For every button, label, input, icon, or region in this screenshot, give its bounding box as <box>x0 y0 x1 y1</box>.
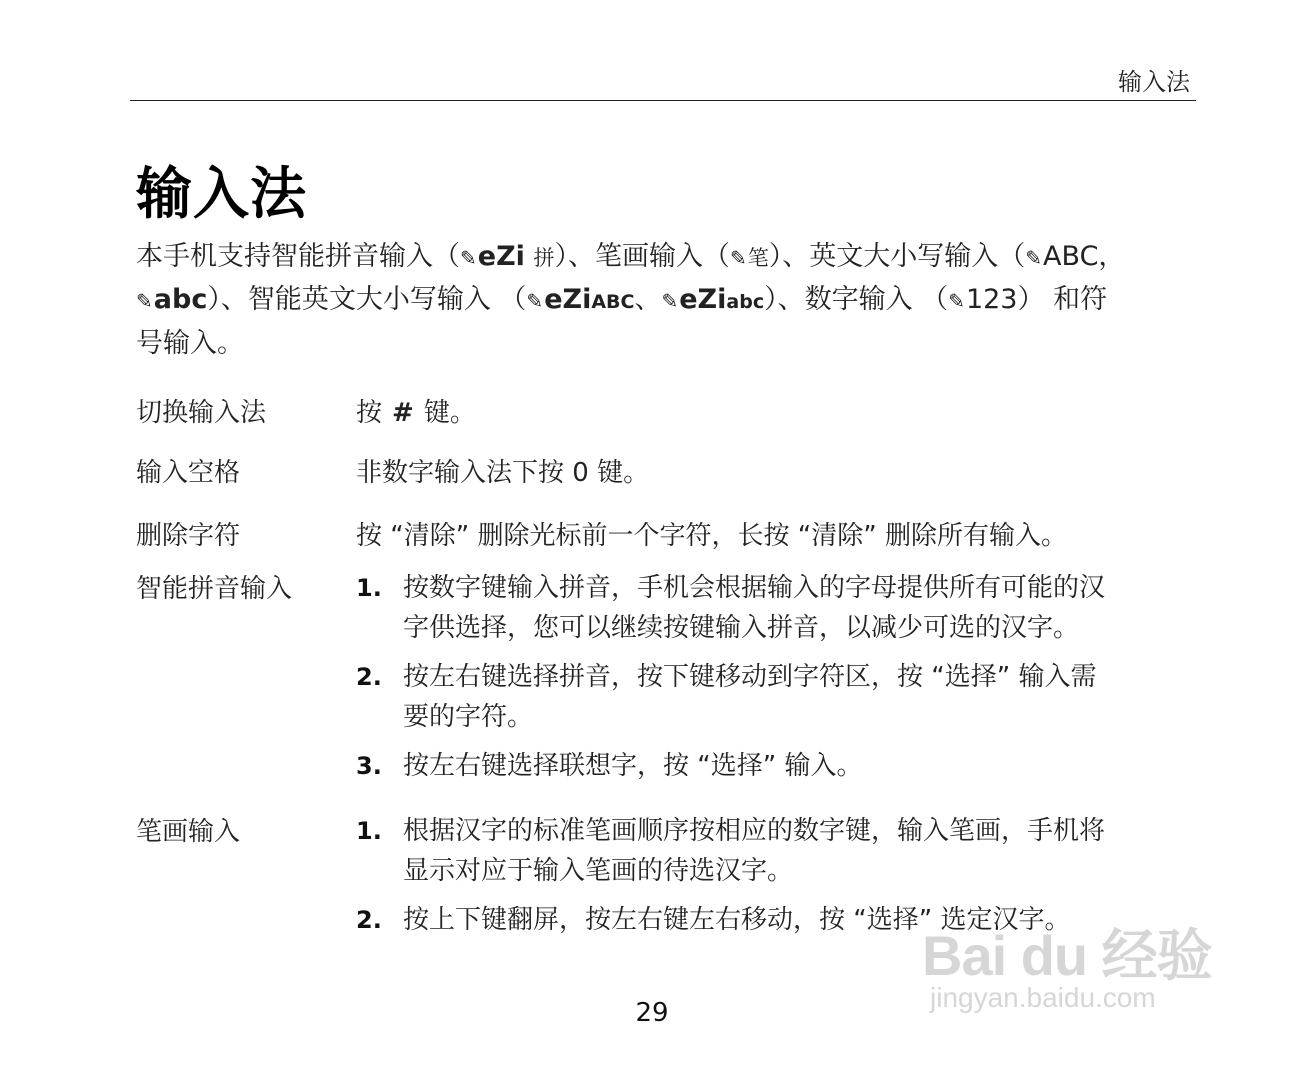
list-item <box>356 568 1176 648</box>
mode-abc-lower: abc <box>153 284 208 315</box>
row-label: 切换输入法 <box>136 398 267 428</box>
step-line: 根据汉字的标准笔画顺序按相应的数字键，输入笔画，手机将 <box>403 816 1106 846</box>
step-line: 要的字符。 <box>403 702 534 732</box>
row-text: 按 “清除” 删除光标前一个字符，长按 “清除” 删除所有输入。 <box>356 521 1067 551</box>
intro-text: ） 和符 <box>1017 284 1108 315</box>
step-number: 2. <box>356 906 382 934</box>
intro-text: 本手机支持智能拼音输入（ <box>136 241 460 272</box>
running-header: 输入法 <box>1118 68 1190 96</box>
pen-icon: ✎ <box>136 289 153 313</box>
intro-text: ）、笔画输入（ <box>554 241 731 272</box>
step-list <box>356 568 1176 795</box>
hash-key: # <box>392 398 414 428</box>
step-line: 按上下键翻屏，按左右键左右移动，按 “选择” 选定汉字。 <box>403 905 1071 935</box>
mode-ezi-upper-suffix: ABC <box>591 291 635 313</box>
pen-icon: ✎ <box>730 246 747 270</box>
intro-text: ）、智能英文大小写输入 （ <box>207 284 527 315</box>
step-number: 1. <box>356 817 382 845</box>
step-number: 1. <box>356 574 382 602</box>
mode-ezi-upper: eZi <box>544 284 592 315</box>
list-item <box>356 746 1176 786</box>
mode-bi: 笔 <box>747 246 769 270</box>
row-text-part: 按 <box>356 398 383 428</box>
intro-paragraph <box>136 236 1196 364</box>
step-line: 字供选择，您可以继续按键输入拼音，以减少可选的汉字。 <box>403 613 1080 643</box>
step-text <box>403 568 1176 648</box>
row-label: 智能拼音输入 <box>136 574 293 604</box>
row-text: 非数字输入法下按 0 键。 <box>356 458 650 488</box>
list-item <box>356 811 1176 891</box>
pen-icon: ✎ <box>1025 246 1043 270</box>
mode-ezi: eZi <box>477 241 525 272</box>
mode-abc-upper: ABC <box>1043 241 1099 272</box>
list-item <box>356 657 1176 737</box>
watermark-logo: Bai du 经验 <box>922 924 1212 987</box>
intro-text: ）、数字输入 （ <box>764 284 949 315</box>
step-line: 按左右键选择拼音，按下键移动到字符区，按 “选择” 输入需 <box>403 662 1097 692</box>
step-text <box>403 746 1176 786</box>
page-title: 输入法 <box>136 162 307 227</box>
step-number: 2. <box>356 663 382 691</box>
pen-icon: ✎ <box>948 289 965 313</box>
mode-ezi-lower-suffix: abc <box>726 291 765 313</box>
row-text-part: 键。 <box>423 398 476 428</box>
row-text <box>356 392 476 429</box>
intro-text: 号输入。 <box>136 328 244 359</box>
step-line: 按数字键输入拼音，手机会根据输入的字母提供所有可能的汉 <box>403 573 1106 603</box>
row-label: 笔画输入 <box>136 817 241 847</box>
step-text <box>403 811 1176 891</box>
step-line: 显示对应于输入笔画的待选汉字。 <box>403 856 794 886</box>
row-label: 输入空格 <box>136 458 241 488</box>
step-line: 按左右键选择联想字，按 “选择” 输入。 <box>403 751 863 781</box>
header-rule <box>130 100 1196 101</box>
intro-line-3 <box>136 323 1196 364</box>
row-label: 删除字符 <box>136 521 241 551</box>
pen-icon: ✎ <box>460 246 477 270</box>
mode-pin: 拼 <box>533 246 555 270</box>
intro-text: ）、英文大小写输入（ <box>768 241 1026 272</box>
intro-text: ， <box>1098 241 1126 272</box>
intro-text: 、 <box>634 284 662 315</box>
pen-icon: ✎ <box>526 289 544 313</box>
mode-123: 123 <box>965 284 1018 315</box>
intro-line-1 <box>136 236 1196 279</box>
intro-line-2 <box>136 279 1196 323</box>
step-text <box>403 657 1176 737</box>
step-number: 3. <box>356 752 382 780</box>
pen-icon: ✎ <box>661 289 679 313</box>
page-number: 29 <box>635 998 669 1028</box>
watermark-url: jingyan.baidu.com <box>930 982 1156 1013</box>
mode-ezi-lower: eZi <box>679 284 727 315</box>
